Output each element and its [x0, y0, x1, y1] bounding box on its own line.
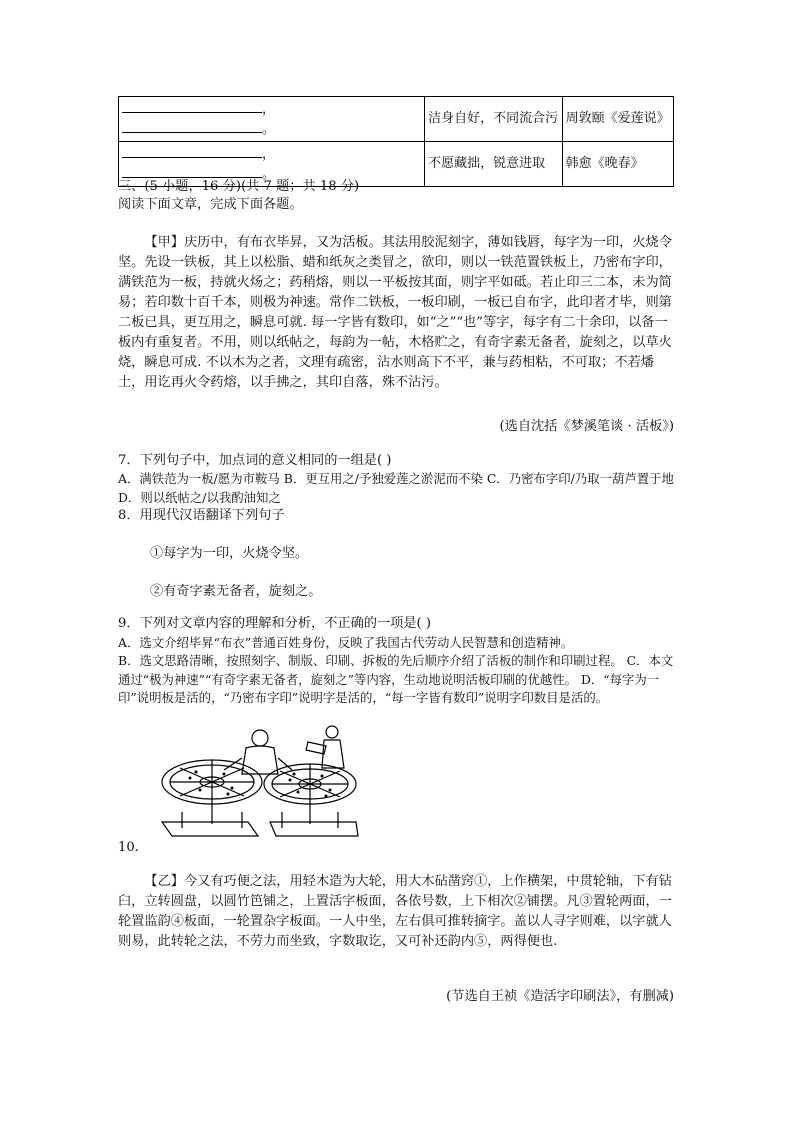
- fill-blank-line[interactable]: [122, 119, 262, 133]
- answer-table: [118, 96, 674, 187]
- question-10-number: 10.: [118, 840, 139, 855]
- source-cell: 周敦颐《爱莲说》: [562, 97, 673, 142]
- passage-jia: 【甲】庆历中，有布衣毕昇，又为活板。其法用胶泥刻字，薄如钱唇，每字为一印，火烧令坚。先设一铁板，其上以松脂、蜡和纸灰之类冒之，欲印，则以一铁范置铁板上，乃密布字印，满铁范为一板，持就火炀之；药稍熔，则以一平板按其面，则字平如砥。若止印三二本，未为简易；若印数十百千本，则极为神速。常作二铁板，一板印刷，一板已自布字，此印者才毕，则第二板已具，更互用之，瞬息可就. 每一字皆有数印，如“之”“也”等字，每字有二十余印，以备一板内有重复者。不用，则以纸帖之，每韵为一帖，木格贮之，有奇字素无备者，旋刻之，以草火烧，瞬息可成. 不以木为之者，文理有疏密，沾水则高下不平，兼与药相粘，不可取；不若燔土，用讫再火令药熔，以手拂之，其印自落，殊不沾污。: [118, 235, 672, 390]
- fill-blank-line[interactable]: [122, 99, 262, 113]
- blank-cell[interactable]: ， 。: [119, 142, 425, 187]
- passage-yi: 【乙】今又有巧便之法，用轻木造为大轮，用大木砧凿窍①，上作横架，中贯轮轴，下有钻臼，立转圆盘，以圆竹笆铺之，上置活字板面，各依号数，上下相次②铺摆。凡③置轮两面，一轮置监韵④板面，一轮置杂字板面。一人中坐，左右俱可推转摘字。盖以人寻字则难，以字就人则易，此转轮之法，不劳力而坐致，字数取讫，又可补还韵内⑤，两得便也.: [118, 874, 672, 949]
- question-9-option-a[interactable]: A．选文介绍毕昇“布衣”普通百姓身份，反映了我国古代劳动人民智慧和创造精神。: [118, 635, 574, 650]
- question-7-stem: 7．下列句子中，加点词的意义相同的一组是( ): [118, 453, 392, 468]
- question-9-options-bcd[interactable]: B．选文思路清晰，按照刻字、制版、印刷、拆板的先后顺序介绍了活板的制作和印刷过程。 C．本文通过“极为神速”“有奇字素无备者，旋刻之”等内容，生动地说明活板印刷的优越性。 D．“每字为一印”说明板是活的，“乃密布字印”说明字是活的，“每一字皆有数印”说明字印数目是活的。: [118, 653, 674, 705]
- passage-jia-source: (选自沈括《梦溪笔谈 · 活板》): [499, 419, 674, 434]
- meaning-cell: 洁身自好，不同流合污: [425, 97, 562, 142]
- section-heading: 三、(5 小题，16 分)(共 7 题；共 18 分): [118, 179, 360, 194]
- fill-blank-line[interactable]: [122, 144, 262, 158]
- question-9-stem: 9．下列对文章内容的理解和分析，不正确的一项是( ): [118, 616, 431, 631]
- question-8-stem: 8．用现代汉语翻译下列句子: [118, 508, 285, 523]
- question-8-sentence-2: ②有奇字素无备者，旋刻之。: [150, 584, 322, 599]
- meaning-cell: 不愿藏拙，锐意进取: [425, 142, 562, 187]
- source-cell: 韩愈《晚春》: [562, 142, 673, 187]
- question-8-sentence-1: ①每字为一印，火烧令坚。: [150, 546, 309, 561]
- printing-wheel-illustration: [160, 724, 360, 844]
- passage-yi-source: (节选自王祯《造活字印刷法》，有删减): [446, 989, 674, 1004]
- question-7-options[interactable]: A．满铁范为一板/愿为市鞍马 B．更互用之/予独爱莲之淤泥而不染 C．乃密布字印/乃取一葫芦置于地 D．则以纸帖之/以我酌油知之: [118, 471, 674, 505]
- table-row: [119, 97, 674, 142]
- blank-cell[interactable]: ， 。: [119, 97, 425, 142]
- fill-blank-line[interactable]: [122, 164, 262, 178]
- section-instruction: 阅读下面文章，完成下面各题。: [118, 197, 303, 212]
